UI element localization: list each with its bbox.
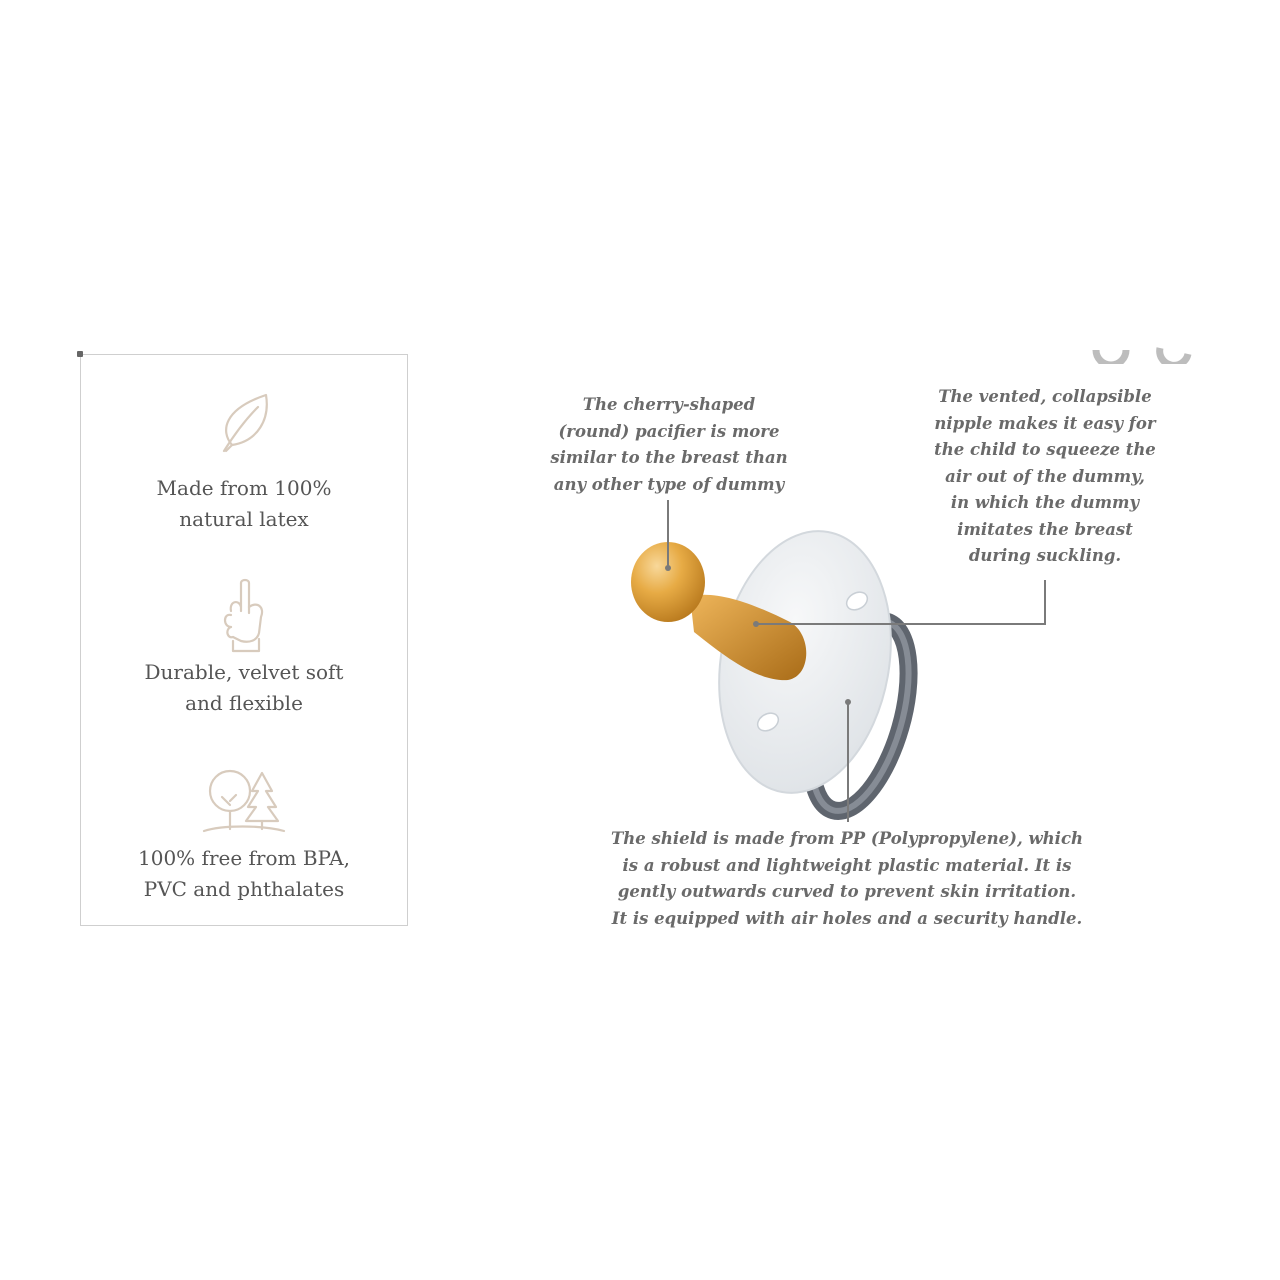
callout-cherry-shape — [548, 392, 790, 498]
callout-line: during suckling. — [968, 546, 1122, 565]
callout-shield — [596, 826, 1098, 932]
callout-line: similar to the breast than — [550, 448, 788, 467]
feature-line: PVC and phthalates — [143, 877, 345, 901]
feature-line: Made from 100% — [156, 476, 332, 500]
callout-line: (round) pacifier is more — [558, 421, 780, 441]
callout-line: It is equipped with air holes and a security handle. — [611, 908, 1083, 928]
callout-line: the child to squeeze the — [934, 440, 1156, 459]
callout-line: imitates the breast — [957, 519, 1133, 539]
callout-vented-nipple — [930, 384, 1160, 570]
feature-line: natural latex — [179, 507, 309, 531]
feature-line: Durable, velvet soft — [144, 660, 344, 684]
callout-line: nipple makes it easy for — [934, 413, 1156, 433]
feature-line: and flexible — [185, 691, 303, 715]
leader-dot — [665, 565, 671, 571]
leader-dot — [753, 621, 759, 627]
callout-line: gently outwards curved to prevent skin irritation. — [617, 882, 1077, 901]
callout-line: The cherry-shaped — [582, 395, 756, 414]
callout-line: The vented, collapsible — [938, 387, 1152, 406]
leader-dot — [845, 699, 851, 705]
callout-line: is a robust and lightweight plastic material. It is — [622, 855, 1072, 875]
callout-line: air out of the dummy, — [945, 466, 1145, 486]
callout-line: The shield is made from PP (Polypropylene), which — [611, 829, 1083, 848]
feature-line: 100% free from BPA, — [138, 846, 350, 870]
callout-line: in which the dummy — [950, 493, 1140, 512]
callout-line: any other type of dummy — [553, 474, 785, 494]
